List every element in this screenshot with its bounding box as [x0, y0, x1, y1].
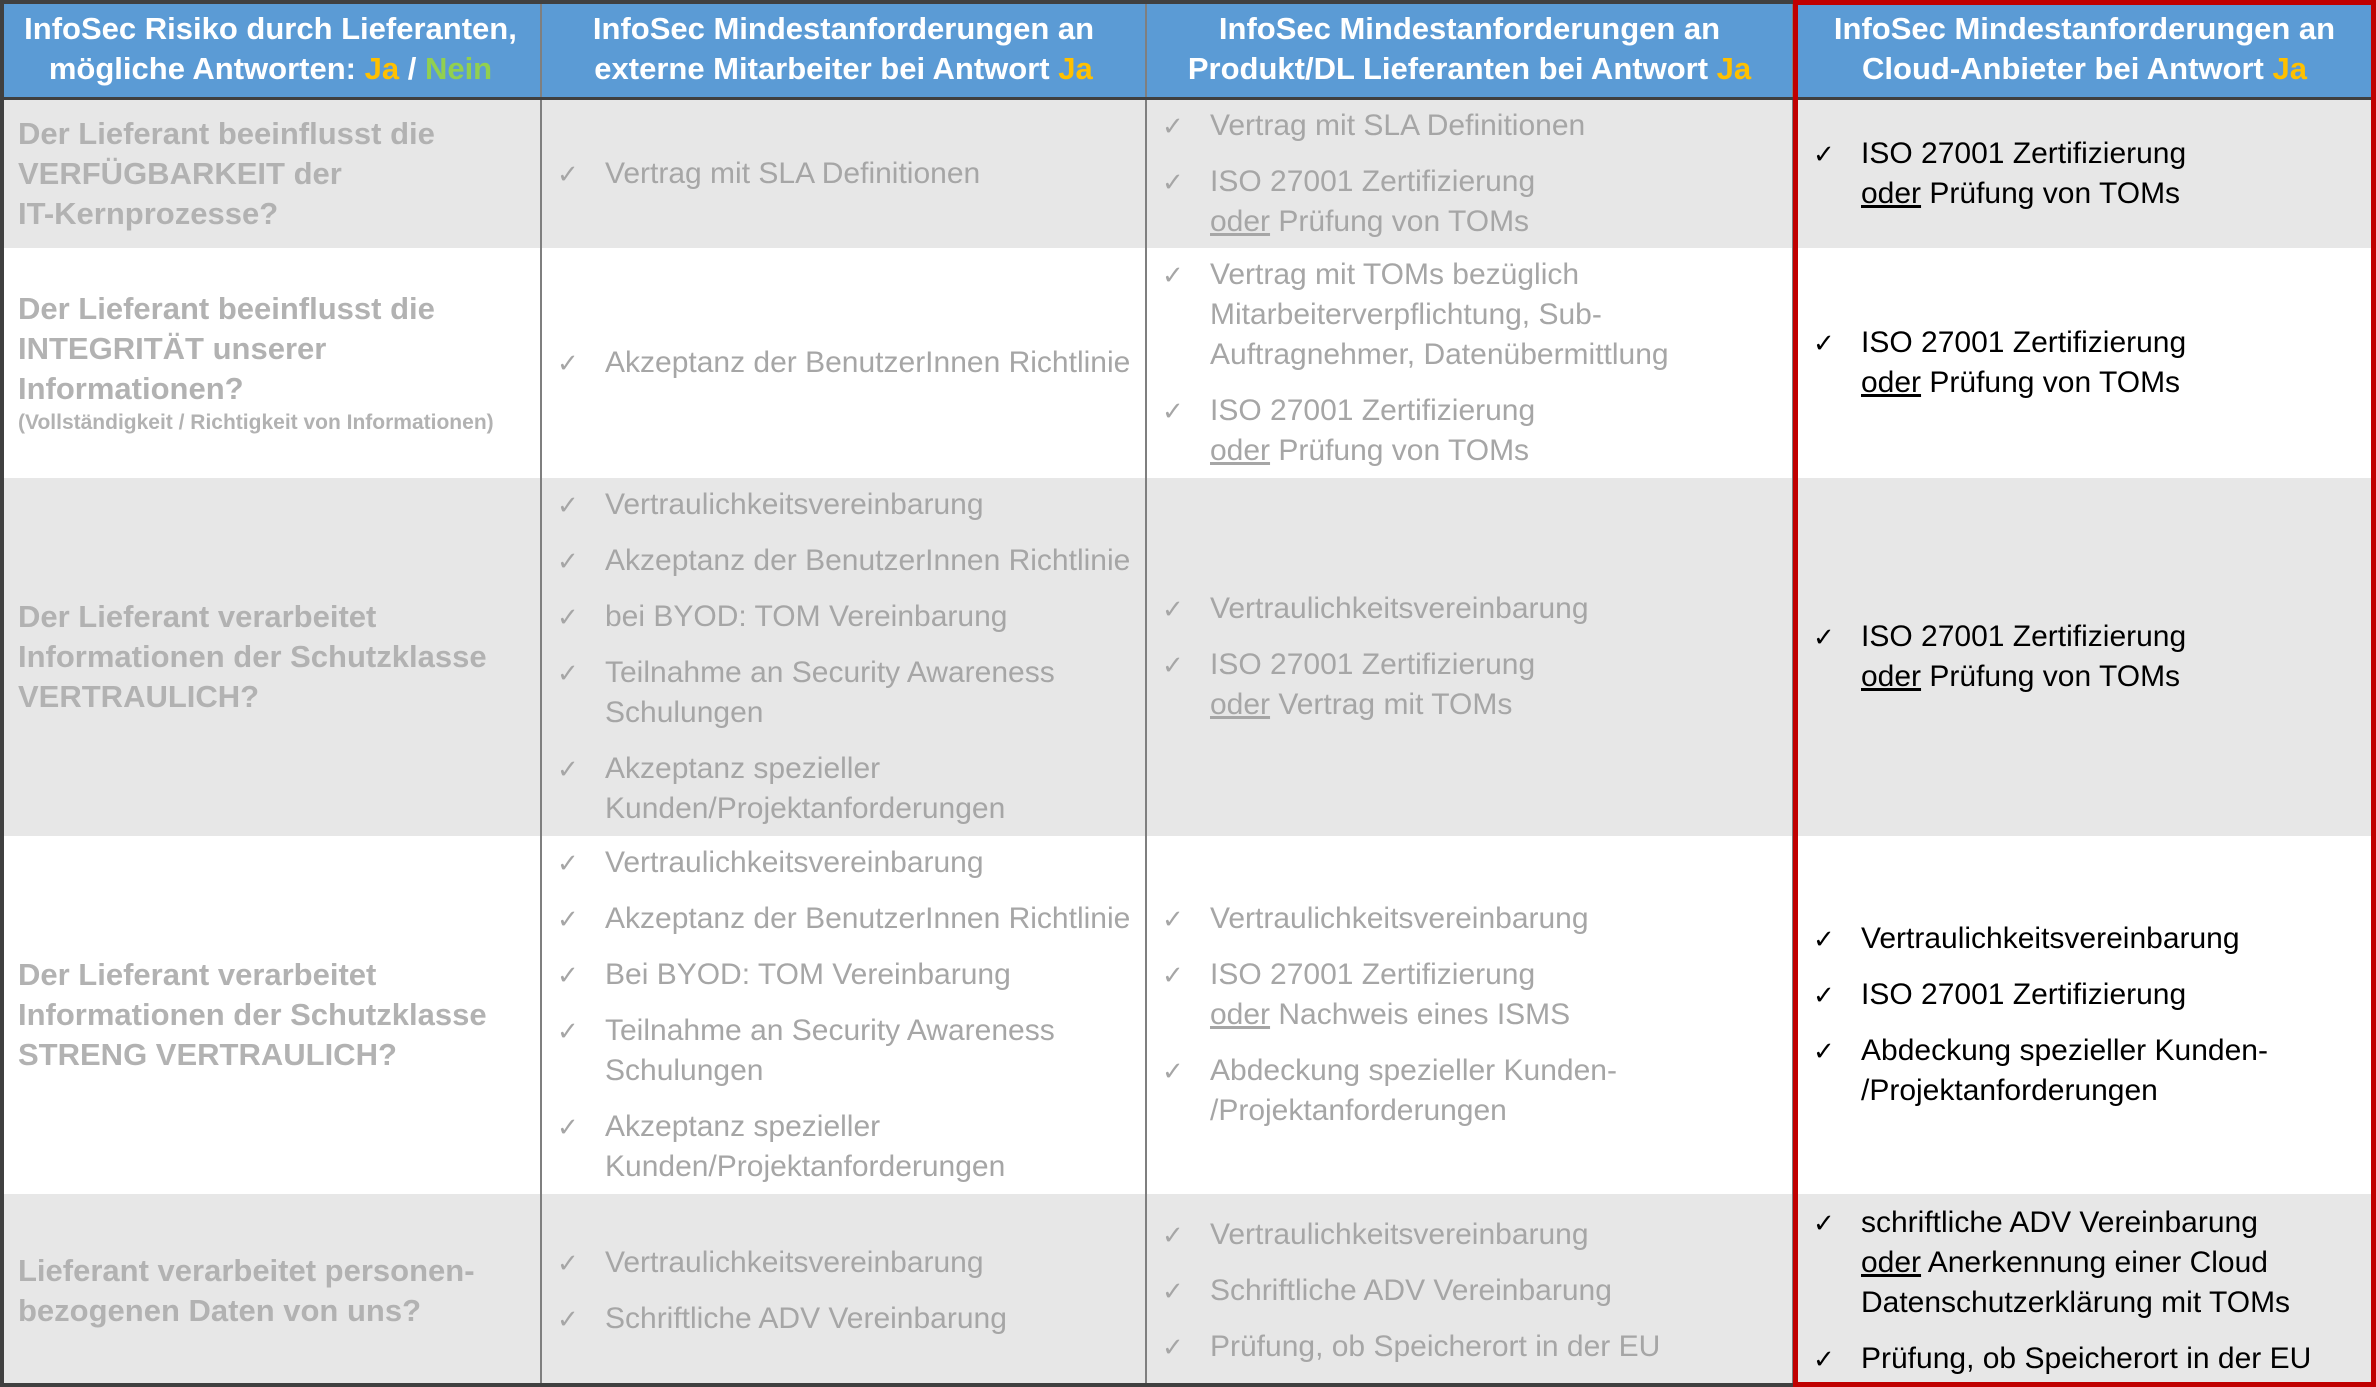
- question-line: VERTRAULICH?: [18, 679, 260, 714]
- external-staff-requirements-5: [557, 1194, 1142, 1387]
- requirement-item: Vertraulichkeitsvereinbarung: [605, 488, 984, 521]
- header-external-line1: InfoSec Mindestanforderungen an: [592, 10, 1095, 46]
- column-divider: [540, 0, 542, 1387]
- check-icon: ✓: [1813, 1343, 1835, 1374]
- oder-label: oder: [1861, 177, 1922, 210]
- cloud-requirements-4: [1813, 836, 2368, 1194]
- requirement-item: Auftragnehmer, Datenübermittlung: [1210, 338, 1669, 371]
- external-staff-requirements-1: [557, 100, 1142, 248]
- header-external-staff: [541, 0, 1146, 97]
- column-divider: [1792, 0, 1794, 1387]
- requirement-item: Mitarbeiterverpflichtung, Sub-: [1210, 298, 1602, 331]
- check-icon: ✓: [1813, 1207, 1835, 1238]
- requirement-item: Datenschutzerklärung mit TOMs: [1861, 1285, 2291, 1319]
- requirement-item: ISO 27001 Zertifizierung: [1210, 394, 1536, 427]
- external-staff-requirements-2: [557, 248, 1142, 478]
- requirement-item: Schulungen: [605, 696, 764, 729]
- requirement-item: schriftliche ADV Vereinbarung: [1861, 1205, 2258, 1239]
- question-line: IT-Kernprozesse?: [18, 196, 279, 231]
- check-icon: ✓: [1162, 1056, 1184, 1086]
- check-icon: ✓: [1813, 622, 1835, 652]
- requirement-item: Vertraulichkeitsvereinbarung: [1861, 922, 2240, 955]
- requirement-item: Vertraulichkeitsvereinbarung: [605, 846, 984, 879]
- check-icon: ✓: [557, 904, 579, 934]
- question-line: VERFÜGBARKEIT der: [18, 156, 342, 191]
- requirement-item: Abdeckung spezieller Kunden-: [1210, 1054, 1617, 1087]
- check-icon: ✓: [1813, 924, 1835, 954]
- requirement-item: ISO 27001 Zertifizierung: [1861, 326, 2187, 359]
- check-icon: ✓: [557, 848, 579, 878]
- header-cloud-provider: [1793, 0, 2376, 97]
- check-icon: ✓: [557, 1247, 579, 1278]
- header-cloud-line2: Cloud-Anbieter bei Antwort: [1862, 50, 2273, 86]
- check-icon: ✓: [557, 546, 579, 576]
- header-risk-line2: mögliche Antworten:: [48, 50, 365, 86]
- header-divider: [0, 97, 2376, 100]
- product-supplier-requirements-5: [1162, 1194, 1789, 1387]
- oder-label: oder: [1210, 998, 1271, 1031]
- requirement-item: Akzeptanz spezieller: [605, 752, 881, 785]
- requirement-item: Vertrag mit TOMs: [1270, 688, 1513, 721]
- header-risk: [0, 0, 541, 97]
- requirement-item: Prüfung von TOMs: [1270, 205, 1530, 238]
- check-icon: ✓: [1813, 328, 1835, 358]
- column-divider: [1145, 0, 1147, 1387]
- requirement-item: ISO 27001 Zertifizierung: [1210, 165, 1536, 198]
- header-external-line2: externe Mitarbeiter bei Antwort: [594, 50, 1059, 86]
- question-personal-data: [0, 1194, 541, 1387]
- question-line: Der Lieferant verarbeitet: [18, 957, 377, 992]
- check-icon: ✓: [1162, 167, 1184, 197]
- requirement-item: Akzeptanz spezieller: [605, 1110, 881, 1143]
- question-subline: (Vollständigkeit / Richtigkeit von Informationen): [18, 411, 494, 434]
- question-line: Der Lieferant beeinflusst die: [18, 291, 435, 326]
- answer-nein: Nein: [424, 50, 493, 86]
- check-icon: ✓: [1813, 980, 1835, 1010]
- product-supplier-requirements-1: [1162, 100, 1789, 248]
- check-icon: ✓: [1813, 139, 1835, 169]
- requirement-item: Vertraulichkeitsvereinbarung: [1210, 1217, 1589, 1251]
- check-icon: ✓: [1162, 1219, 1184, 1250]
- check-icon: ✓: [1162, 650, 1184, 680]
- answer-ja: Ja: [2272, 50, 2307, 86]
- answer-slash: /: [399, 50, 425, 86]
- check-icon: ✓: [1162, 1275, 1184, 1306]
- answer-ja: Ja: [1716, 50, 1752, 86]
- answer-ja: Ja: [1058, 50, 1093, 86]
- requirement-item: /Projektanforderungen: [1210, 1094, 1507, 1127]
- requirement-item: Bei BYOD: TOM Vereinbarung: [605, 958, 1011, 991]
- check-icon: ✓: [557, 658, 579, 688]
- check-icon: ✓: [557, 159, 579, 189]
- requirement-item: Prüfung von TOMs: [1921, 177, 2181, 210]
- question-line: Lieferant verarbeitet personen-: [18, 1252, 475, 1288]
- answer-ja: Ja: [364, 50, 400, 86]
- requirement-item: Vertraulichkeitsvereinbarung: [605, 1245, 984, 1279]
- requirement-item: ISO 27001 Zertifizierung: [1210, 958, 1536, 991]
- requirement-item: Teilnahme an Security Awareness: [605, 1014, 1055, 1047]
- question-line: Informationen der Schutzklasse: [18, 997, 487, 1032]
- requirement-item: Schriftliche ADV Vereinbarung: [605, 1301, 1007, 1335]
- check-icon: ✓: [557, 754, 579, 784]
- requirement-item: ISO 27001 Zertifizierung: [1861, 137, 2187, 170]
- requirement-item: Anerkennung einer Cloud: [1921, 1245, 2268, 1279]
- header-product-supplier: [1146, 0, 1793, 97]
- product-supplier-requirements-4: [1162, 836, 1789, 1194]
- question-line: Der Lieferant verarbeitet: [18, 599, 377, 634]
- question-availability: [0, 100, 541, 248]
- oder-label: oder: [1210, 205, 1271, 238]
- check-icon: ✓: [557, 348, 579, 378]
- header-risk-line1: InfoSec Risiko durch Lieferanten,: [24, 10, 517, 46]
- requirement-item: Vertrag mit SLA Definitionen: [1210, 109, 1586, 142]
- oder-label: oder: [1861, 660, 1922, 693]
- requirement-item: Vertraulichkeitsvereinbarung: [1210, 592, 1589, 625]
- requirement-item: ISO 27001 Zertifizierung: [1210, 648, 1536, 681]
- product-supplier-requirements-2: [1162, 248, 1789, 478]
- check-icon: ✓: [1162, 1331, 1184, 1362]
- oder-label: oder: [1210, 688, 1271, 721]
- requirement-item: /Projektanforderungen: [1861, 1074, 2158, 1107]
- check-icon: ✓: [1813, 1036, 1835, 1066]
- requirement-item: Akzeptanz der BenutzerInnen Richtlinie: [605, 544, 1131, 577]
- product-supplier-requirements-3: [1162, 478, 1789, 836]
- requirement-item: Prüfung von TOMs: [1270, 434, 1530, 467]
- cloud-requirements-1: [1813, 100, 2368, 248]
- requirement-item: ISO 27001 Zertifizierung: [1861, 620, 2187, 653]
- requirement-item: Akzeptanz der BenutzerInnen Richtlinie: [605, 346, 1131, 379]
- requirement-item: Kunden/Projektanforderungen: [605, 792, 1006, 825]
- requirement-item: Schriftliche ADV Vereinbarung: [1210, 1273, 1612, 1307]
- oder-label: oder: [1861, 366, 1922, 399]
- question-integrity: [0, 248, 541, 478]
- requirement-item: Vertrag mit SLA Definitionen: [605, 157, 981, 190]
- question-line: bezogenen Daten von uns?: [18, 1292, 422, 1328]
- check-icon: ✓: [557, 1016, 579, 1046]
- header-product-line2: Produkt/DL Lieferanten bei Antwort: [1187, 50, 1717, 86]
- requirement-item: Vertraulichkeitsvereinbarung: [1210, 902, 1589, 935]
- requirement-item: Akzeptanz der BenutzerInnen Richtlinie: [605, 902, 1131, 935]
- requirement-item: Vertrag mit TOMs bezüglich: [1210, 258, 1580, 291]
- header-product-line1: InfoSec Mindestanforderungen an: [1218, 10, 1721, 46]
- check-icon: ✓: [557, 1112, 579, 1142]
- check-icon: ✓: [1162, 960, 1184, 990]
- external-staff-requirements-4: [557, 836, 1142, 1194]
- cloud-requirements-2: [1813, 248, 2368, 478]
- requirement-item: Prüfung, ob Speicherort in der EU: [1210, 1329, 1661, 1363]
- requirement-item: Kunden/Projektanforderungen: [605, 1150, 1006, 1183]
- requirement-item: bei BYOD: TOM Vereinbarung: [605, 600, 1008, 633]
- oder-label: oder: [1861, 1245, 1922, 1279]
- external-staff-requirements-3: [557, 478, 1142, 836]
- question-strictly-confidential: [0, 836, 541, 1194]
- check-icon: ✓: [1162, 396, 1184, 426]
- check-icon: ✓: [1162, 111, 1184, 141]
- question-confidential: [0, 478, 541, 836]
- check-icon: ✓: [557, 602, 579, 632]
- question-line: Der Lieferant beeinflusst die: [18, 116, 435, 151]
- question-line: INTEGRITÄT unserer Informationen?: [18, 331, 327, 406]
- requirement-item: Nachweis eines ISMS: [1270, 998, 1571, 1031]
- question-line: Informationen der Schutzklasse: [18, 639, 487, 674]
- requirement-item: Prüfung von TOMs: [1921, 366, 2181, 399]
- header-cloud-line1: InfoSec Mindestanforderungen an: [1833, 10, 2336, 46]
- requirement-item: Schulungen: [605, 1054, 764, 1087]
- check-icon: ✓: [557, 1303, 579, 1334]
- requirement-item: Teilnahme an Security Awareness: [605, 656, 1055, 689]
- requirement-item: ISO 27001 Zertifizierung: [1861, 978, 2187, 1011]
- check-icon: ✓: [557, 490, 579, 520]
- question-line: STRENG VERTRAULICH?: [18, 1037, 397, 1072]
- requirement-item: Prüfung, ob Speicherort in der EU: [1861, 1341, 2312, 1375]
- check-icon: ✓: [1162, 594, 1184, 624]
- check-icon: ✓: [1162, 260, 1184, 290]
- oder-label: oder: [1210, 434, 1271, 467]
- requirement-item: Abdeckung spezieller Kunden-: [1861, 1034, 2268, 1067]
- check-icon: ✓: [557, 960, 579, 990]
- check-icon: ✓: [1162, 904, 1184, 934]
- cloud-requirements-3: [1813, 478, 2368, 836]
- cloud-requirements-5: [1813, 1194, 2368, 1387]
- requirement-item: Prüfung von TOMs: [1921, 660, 2181, 693]
